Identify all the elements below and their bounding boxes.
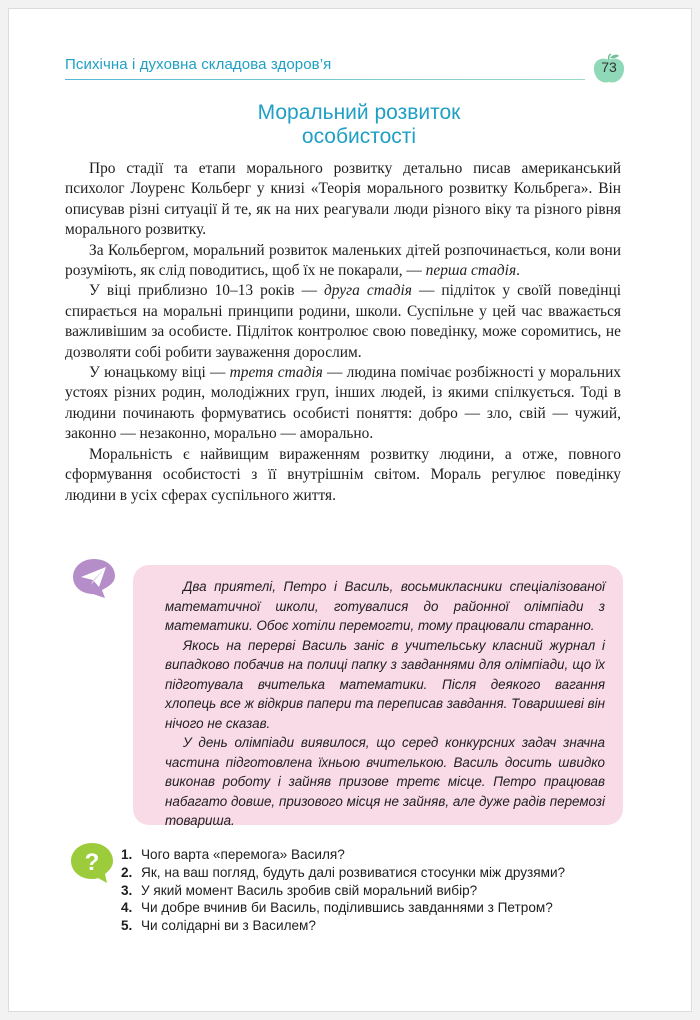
story-paragraph: Два приятелі, Петро і Василь, восьмикласники спеціалізованої математичної школи, готувалися до районної олімпіади з математики. Обоє хотіли перемогти, тому працювали старанно.	[165, 579, 605, 633]
stage-term: перша стадія	[425, 262, 517, 280]
question-item: 3. У який момент Василь зробив свій моральний вибір?	[121, 882, 478, 898]
question-item: 2. Як, на ваш погляд, будуть далі розвиватися стосунки між друзями?	[121, 864, 566, 880]
stage-term: третя стадія	[229, 364, 323, 382]
page-number: 73	[601, 59, 617, 75]
page-title	[129, 101, 589, 149]
textbook-page	[8, 8, 692, 1012]
header-divider	[65, 79, 585, 80]
question-item: 4. Чи добре вчинив би Василь, поділившись завданнями з Петром?	[121, 900, 553, 916]
title-line-2: особистості	[301, 125, 417, 148]
question-item: 5. Чи солідарні ви з Василем?	[121, 918, 316, 934]
svg-text:?: ?	[84, 849, 100, 876]
paragraph: За Кольбергом, моральний розвиток маленьких дітей розпочинається, коли вони розуміють, як слід поводитись, щоб їх не покарали, — перша стадія.	[65, 241, 621, 280]
paper-plane-icon	[71, 557, 117, 599]
question-icon	[69, 841, 115, 885]
story-text	[165, 577, 605, 831]
stage-term: друга стадія	[324, 282, 412, 300]
question-item: 1. Чого варта «перемога» Василя?	[121, 847, 345, 862]
paragraph: Про стадії та етапи морального розвитку детально писав американський психолог Лоуренс Кольберг у книзі «Теорія морального розвитку Кольбрега». Він описував різні ситуації й те, як на них реагували люди різного віку та різного рівня морального розвитку.	[65, 160, 621, 239]
paragraph: Моральність є найвищим вираженням розвитку людини, а отже, повного сформування особистості з її внутрішнім світом. Мораль регулює поведінку людини в усіх сферах суспільного життя.	[65, 445, 621, 504]
title-line-1: Моральний розвиток	[257, 101, 461, 124]
paragraph: У юнацькому віці — третя стадія — людина помічає розбіжності у моральних устоях різних родин, молодіжних груп, інших людей, із якими спілкується. Тоді в людини починають формуватись особисті поняття: добро — зло, свій — чужий, законно — незаконно, морально — аморально.	[65, 364, 622, 443]
questions-list	[121, 846, 641, 935]
main-text	[65, 159, 621, 506]
section-header: Психічна і духовна складова здоров’я	[65, 56, 332, 73]
paragraph: У віці приблизно 10–13 років — друга стадія — підліток у своїй поведінці спирається на моральні принципи родини, школи. Суспільне у цей час вважається важливішим за особисте. Підліток контролює свою поведінку, може соромитись, не дозволяти собі робити зауваження дорослим.	[65, 282, 621, 361]
story-paragraph: У день олімпіади виявилося, що серед конкурсних задач значна частина підготовлена їхньою вчителькою. Василь досить швидко виконав роботу і зайняв призове третє місце. Петро працював набагато довше, призового місця не зайняв, але дуже радів перемозі товариша.	[165, 735, 605, 828]
story-paragraph: Якось на перерві Василь заніс в учительську класний журнал і випадково побачив на полиці папку з завданнями для олімпіади, що їх підготувала вчителька математики. Після деякого вагання хлопець все ж відкрив папери та переписав завдання. Товаришеві він нічого не сказав.	[165, 637, 605, 731]
